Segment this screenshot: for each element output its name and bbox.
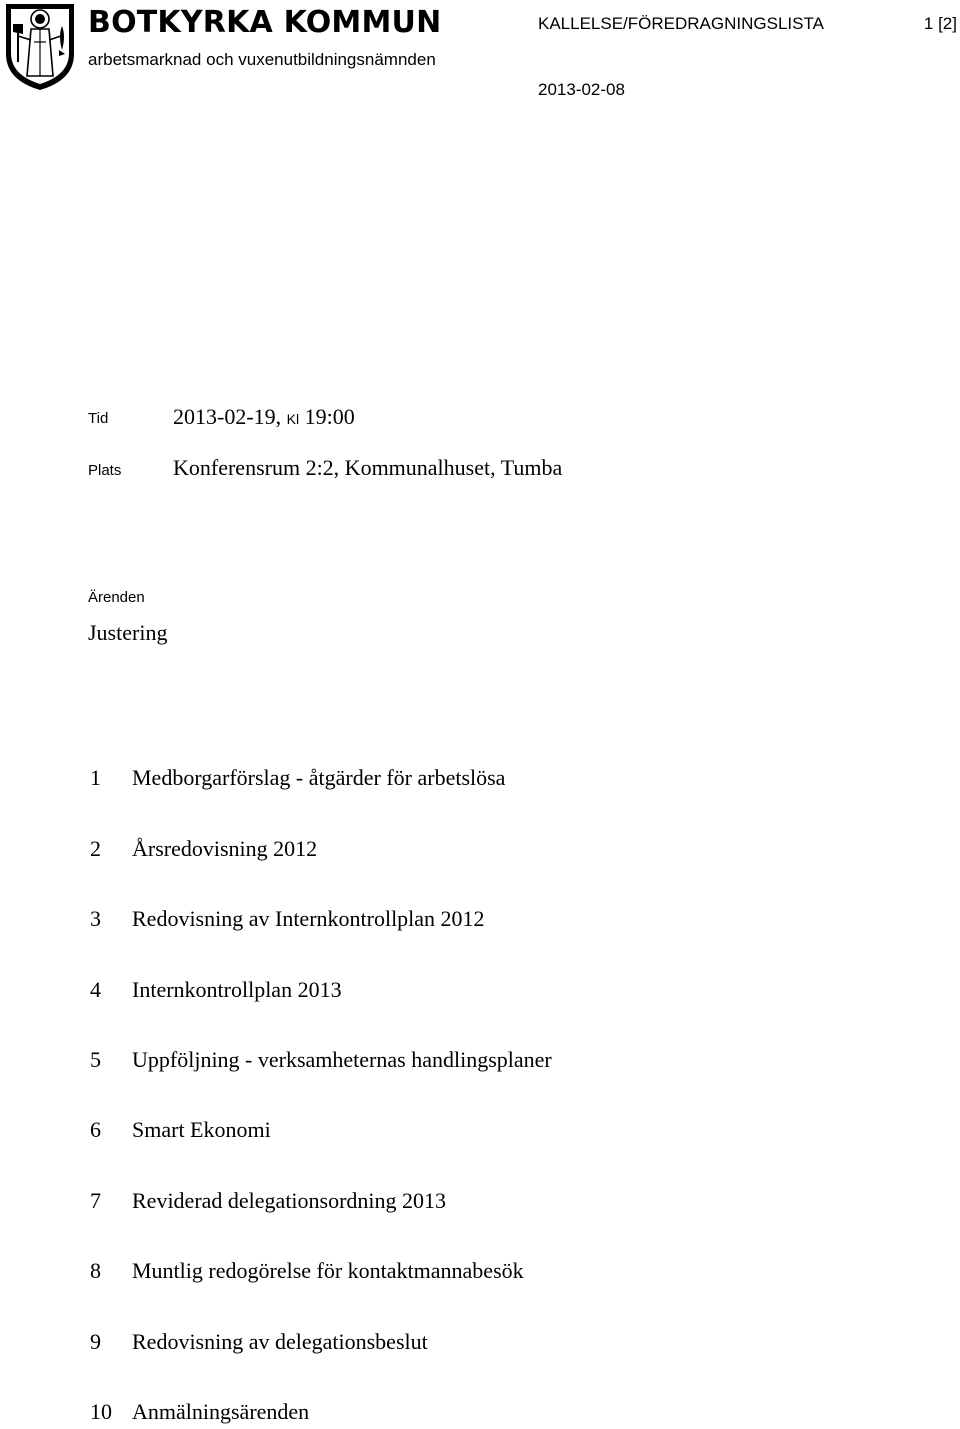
agenda-justering: Justering — [88, 620, 168, 645]
agenda-item-title: Redovisning av Internkontrollplan 2012 — [132, 906, 485, 931]
organization-name: BOTKYRKA KOMMUN — [88, 5, 442, 40]
agenda-item-title: Uppföljning - verksamheternas handlingsplaner — [132, 1047, 552, 1072]
agenda-item — [0, 1045, 960, 1075]
agenda-item-title: Muntlig redogörelse för kontaktmannabesök — [132, 1258, 524, 1283]
time-value — [173, 403, 355, 433]
time-date: 2013-02-19, — [173, 404, 282, 429]
agenda-item-number: 1 — [90, 765, 101, 790]
agenda-item — [0, 763, 960, 793]
place-label: Plats — [88, 462, 122, 479]
agenda-item — [0, 1256, 960, 1286]
agenda-item — [0, 1397, 960, 1427]
organization-unit: arbetsmarknad och vuxenutbildningsnämnden — [88, 50, 436, 69]
agenda-item-number: 7 — [90, 1188, 101, 1213]
document-type: KALLELSE/FÖREDRAGNINGSLISTA — [538, 14, 824, 33]
page-number: 1 [2] — [923, 14, 957, 33]
agenda-item — [0, 975, 960, 1005]
agenda-item-title: Redovisning av delegationsbeslut — [132, 1329, 428, 1354]
agenda-label: Ärenden — [88, 589, 145, 606]
agenda-item-number: 10 — [90, 1399, 112, 1424]
agenda-item-title: Internkontrollplan 2013 — [132, 977, 342, 1002]
agenda-item-number: 2 — [90, 836, 101, 861]
agenda-item-number: 4 — [90, 977, 101, 1002]
agenda-item — [0, 1327, 960, 1357]
agenda-item — [0, 1186, 960, 1216]
time-kl: Kl — [286, 411, 300, 427]
municipal-coat-of-arms-icon — [4, 2, 76, 92]
agenda-item-title: Medborgarförslag - åtgärder för arbetslösa — [132, 765, 506, 790]
agenda-item — [0, 834, 960, 864]
agenda-item-number: 3 — [90, 906, 101, 931]
time-label: Tid — [88, 410, 109, 427]
agenda-item-number: 6 — [90, 1117, 101, 1142]
agenda-item-title: Anmälningsärenden — [132, 1399, 310, 1424]
agenda-item-number: 9 — [90, 1329, 101, 1354]
agenda-item-title: Smart Ekonomi — [132, 1117, 271, 1142]
document-date: 2013-02-08 — [538, 80, 625, 99]
agenda-item-number: 8 — [90, 1258, 101, 1283]
agenda-item-number: 5 — [90, 1047, 101, 1072]
agenda-item — [0, 1115, 960, 1145]
time-clock: 19:00 — [304, 404, 355, 429]
agenda-item-title: Reviderad delegationsordning 2013 — [132, 1188, 447, 1213]
agenda-item — [0, 904, 960, 934]
place-value: Konferensrum 2:2, Kommunalhuset, Tumba — [173, 455, 563, 480]
agenda-item-title: Årsredovisning 2012 — [132, 836, 318, 861]
